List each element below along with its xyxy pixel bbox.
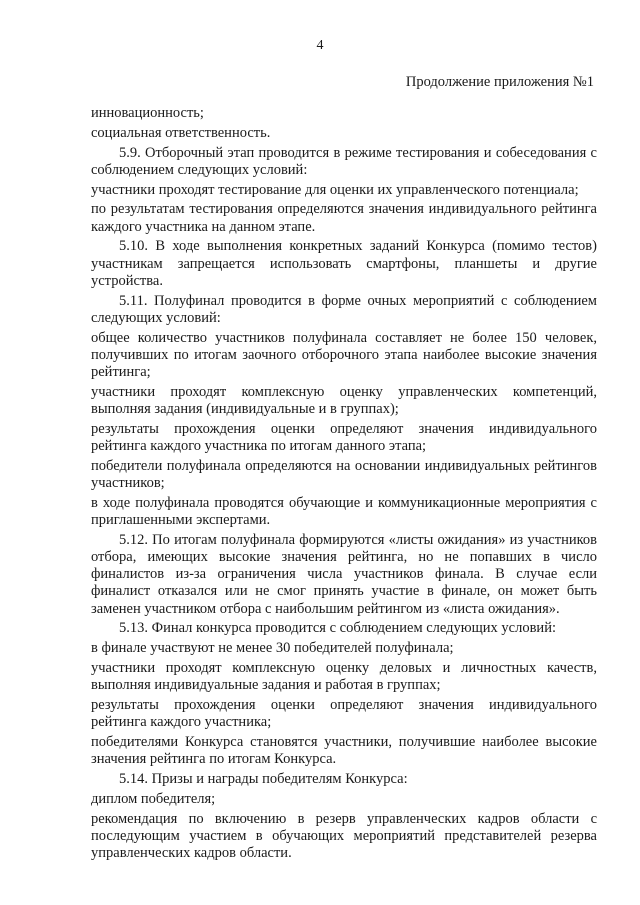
paragraph-list-item: в финале участвуют не менее 30 победителей полуфинала; (91, 640, 454, 657)
paragraph-list-item: результаты прохождения оценки определяют значения индивидуального рейтинга каждого участника; (91, 697, 597, 731)
paragraph-list-item: в ходе полуфинала проводятся обучающие и коммуникационные мероприятия с приглашенными экспертами. (91, 494, 597, 528)
paragraph-list-item: победителями Конкурса становятся участники, получившие наиболее высокие значения рейтинга по итогам Конкурса. (91, 734, 597, 768)
appendix-continuation-note: Продолжение приложения №1 (405, 74, 594, 90)
paragraph-clause-5-12: 5.12. По итогам полуфинала формируются «листы ожидания» из участников отбора, имеющих высокие значения рейтинга, но не попавших в число финалистов из-за ограничения числа участников финала. В случае если финалист отказался или не смог принять участие в финале, он может быть заменен участником отбора с наибольшим рейтингом из «листа ожидания». (91, 531, 597, 617)
paragraph-list-item: результаты прохождения оценки определяют значения индивидуального рейтинга каждого участника по итогам данного этапа; (91, 420, 597, 454)
paragraph-list-item: по результатам тестирования определяются значения индивидуального рейтинга каждого участника на данном этапе. (91, 201, 597, 235)
paragraph-clause-5-11: 5.11. Полуфинал проводится в форме очных мероприятий с соблюдением следующих условий: (91, 292, 597, 326)
document-body (91, 105, 597, 865)
paragraph-list-item: участники проходят тестирование для оценки их управленческого потенциала; (91, 181, 579, 198)
page-number: 4 (316, 38, 324, 53)
paragraph-list-item: инновационность; (91, 105, 204, 121)
paragraph-clause-5-14: 5.14. Призы и награды победителям Конкурса: (119, 771, 408, 787)
paragraph-list-item: социальная ответственность. (91, 124, 271, 141)
paragraph-list-item: участники проходят комплексную оценку управленческих компетенций, выполняя задания (индивидуальные и в группах); (91, 383, 597, 417)
paragraph-clause-5-9: 5.9. Отборочный этап проводится в режиме тестирования и собеседования с соблюдением следующих условий: (91, 144, 597, 178)
paragraph-list-item: рекомендация по включению в резерв управленческих кадров области с последующим участием в обучающих мероприятий представителей резерва управленческих кадров области. (91, 810, 597, 861)
paragraph-list-item: общее количество участников полуфинала составляет не более 150 человек, получивших по итогам заочного отборочного этапа наиболее высокие значения рейтинга; (91, 329, 597, 380)
paragraph-clause-5-13: 5.13. Финал конкурса проводится с соблюдением следующих условий: (119, 620, 556, 637)
paragraph-list-item: диплом победителя; (91, 790, 216, 807)
paragraph-list-item: участники проходят комплексную оценку деловых и личностных качеств, выполняя индивидуальные задания и работая в группах; (91, 660, 597, 694)
paragraph-clause-5-10: 5.10. В ходе выполнения конкретных заданий Конкурса (помимо тестов) участникам запрещается использовать смартфоны, планшеты и другие устройства. (91, 238, 597, 289)
paragraph-list-item: победители полуфинала определяются на основании индивидуальных рейтингов участников; (91, 457, 597, 491)
